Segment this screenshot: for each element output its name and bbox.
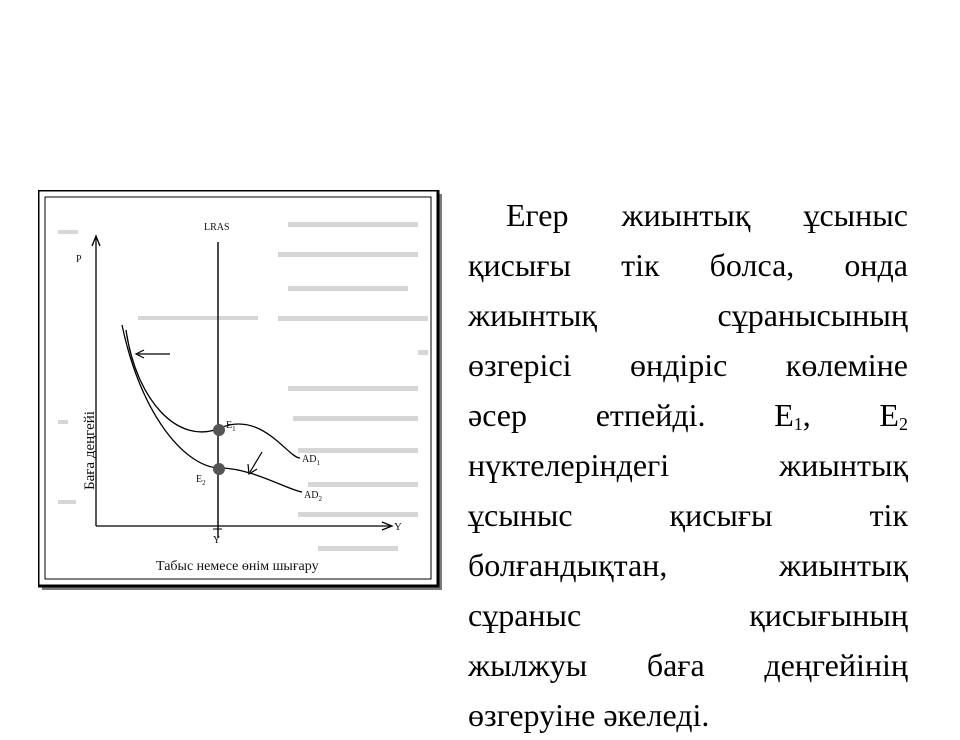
word: Егер: [506, 197, 569, 233]
text-line-7: [468, 490, 908, 540]
ad-shift-diagram: [38, 190, 442, 590]
text-line-4: [468, 340, 908, 390]
word: деңгейінің: [764, 647, 908, 683]
ad2-label: $AD_2$: [304, 490, 322, 503]
word: тік: [621, 247, 660, 283]
text-line-9: [468, 590, 908, 640]
ad1-label: $AD_1$: [302, 454, 320, 467]
text-line-3: [468, 290, 908, 340]
word: әсер: [468, 397, 527, 433]
word: сұранысының: [717, 297, 908, 333]
word: жиынтық: [779, 447, 908, 483]
word: нүктелеріндегі: [468, 447, 670, 483]
y-axis-title: Баға деңгейі: [82, 411, 98, 490]
word: жиынтық: [779, 547, 908, 583]
point-e1: [213, 424, 225, 436]
x-axis-title: Табыс немесе өнім шығару: [156, 559, 319, 574]
text-line-1: [468, 190, 908, 240]
word: ұсыныс: [468, 497, 573, 533]
word: тік: [869, 497, 908, 533]
word: қисығы: [669, 497, 773, 533]
word: сұраныс: [468, 597, 582, 633]
text-line-11: [468, 690, 908, 740]
diagram-svg: [38, 190, 442, 590]
text-line-8: [468, 540, 908, 590]
word: етпейді.: [595, 397, 706, 433]
point-e2: [213, 463, 225, 475]
e2-reference: $E_2$: [879, 397, 908, 434]
word: өндіріс: [629, 347, 728, 383]
word: баға: [646, 647, 705, 683]
text-line-10: [468, 640, 908, 690]
word: жиынтық: [468, 297, 597, 333]
word: қисығы: [468, 247, 571, 283]
word: ұсыныс: [803, 197, 908, 233]
word: көлеміне: [785, 347, 908, 383]
text-line-5: [468, 390, 908, 440]
word: өзгерісі: [468, 347, 572, 383]
word: өзгеруіне: [468, 697, 596, 733]
y-axis-symbol: P: [76, 254, 82, 265]
word: жылжуы: [468, 647, 588, 683]
word: әкеледі.: [603, 697, 710, 733]
e1-reference: $E_1$,: [774, 397, 811, 434]
x-axis-symbol: Y: [394, 521, 402, 533]
word: онда: [844, 247, 908, 283]
lras-label: LRAS: [204, 222, 230, 233]
word: болғандықтан,: [468, 547, 668, 583]
word: болса,: [709, 247, 795, 283]
point-e2-label: $E_2$: [196, 474, 206, 487]
explanation-paragraph: [468, 190, 908, 740]
word: қисығының: [749, 597, 908, 633]
text-line-2: [468, 240, 908, 290]
text-line-6: [468, 440, 908, 490]
ybar-label: Y: [213, 535, 221, 546]
word: жиынтық: [621, 197, 751, 233]
point-e1-label: $E_1$: [226, 420, 236, 433]
